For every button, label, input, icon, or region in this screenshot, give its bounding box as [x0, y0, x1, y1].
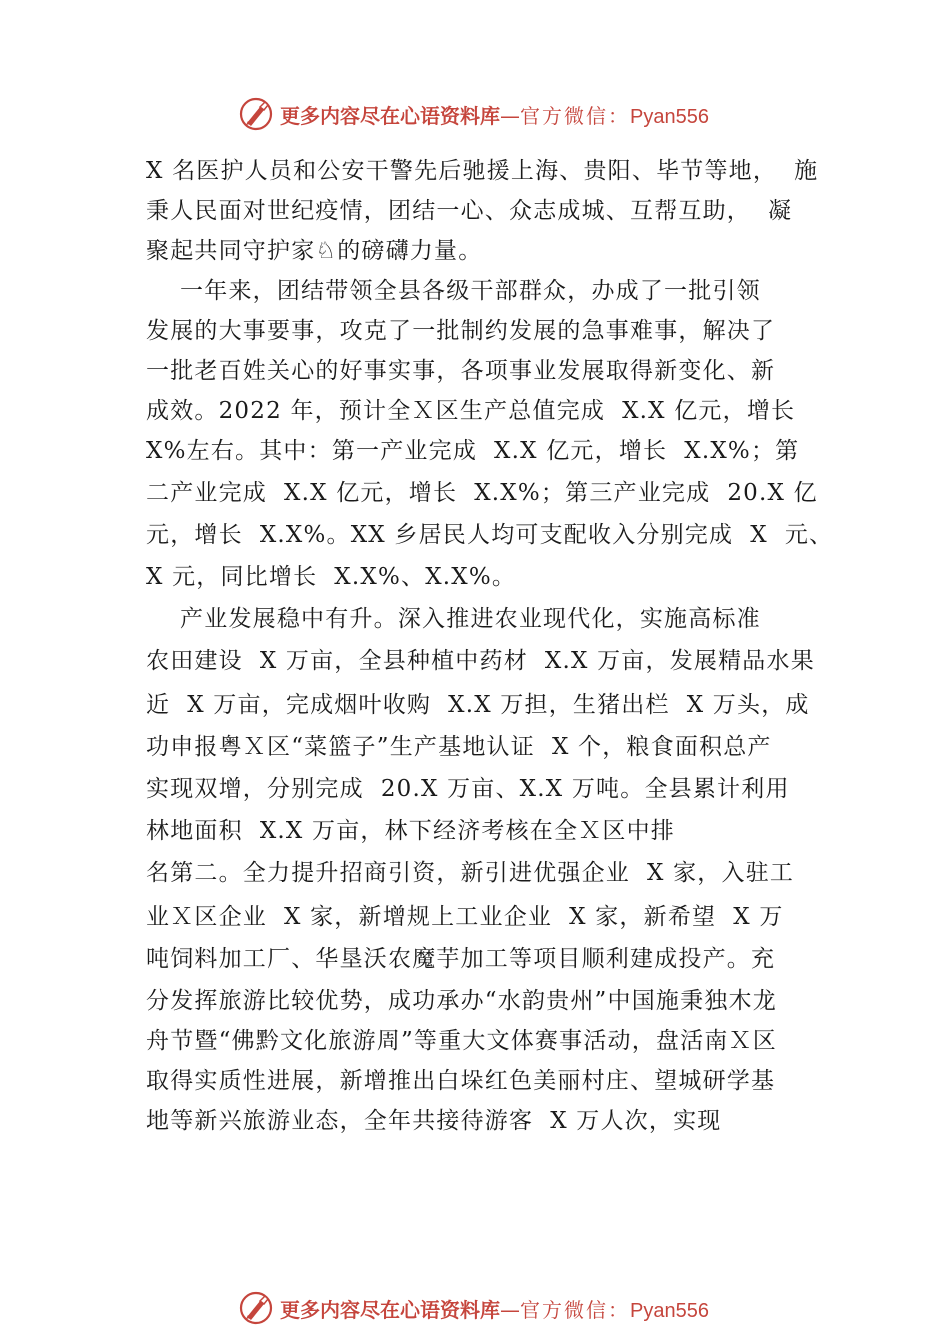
body-line: 一批老百姓关心的好事实事，各项事业发展取得新变化、新 — [146, 358, 776, 384]
body-line: 发展的大事要事，攻克了一批制约发展的急事难事，解决了 — [146, 318, 776, 344]
watermark-text: 更多内容尽在心语资料库—官方微信：Pyan556 — [280, 103, 709, 128]
body-line: 地等新兴旅游业态，全年共接待游客 X 万人次，实现 — [146, 1108, 722, 1134]
body-line: 林地面积 X.X 万亩，林下经济考核在全Ｘ区中排 — [146, 818, 675, 844]
body-line: 吨饲料加工厂、华垦沃农魔芋加工等项目顺利建成投产。充 — [146, 946, 776, 972]
body-line: 业Ｘ区企业 X 家，新增规上工业企业 X 家，新希望 X 万 — [146, 904, 784, 930]
body-line: 产业发展稳中有升。深入推进农业现代化，实施高标准 — [146, 606, 761, 632]
body-line: 实现双增，分别完成 20.X 万亩、X.X 万吨。全县累计利用 — [146, 776, 790, 802]
body-line: 近 X 万亩，完成烟叶收购 X.X 万担，生猪出栏 X 万头，成 — [146, 692, 810, 718]
body-line: 农田建设 X 万亩，全县种植中药材 X.X 万亩，发展精品水果 — [146, 648, 815, 674]
body-line: 二产业完成 X.X 亿元，增长 X.X%；第三产业完成 20.X 亿 — [146, 480, 818, 506]
header-watermark-banner — [238, 96, 758, 132]
body-line: 元，增长 X.X%。XX 乡居民人均可支配收入分别完成 X 元、 — [146, 522, 834, 548]
body-line: X 元，同比增长 X.X%、X.X%。 — [146, 564, 517, 590]
body-line: 一年来，团结带领全县各级干部群众，办成了一批引领 — [146, 278, 761, 304]
body-line: 名第二。全力提升招商引资，新引进优强企业 X 家，入驻工 — [146, 860, 795, 886]
pen-logo-icon — [238, 96, 274, 132]
body-line: 成效。2022 年，预计全Ｘ区生产总值完成 X.X 亿元，增长 — [146, 398, 796, 424]
pen-logo-icon — [238, 1290, 274, 1326]
body-line: X 名医护人员和公安干警先后驰援上海、贵阳、毕节等地， 施 — [146, 158, 819, 184]
watermark-text: 更多内容尽在心语资料库—官方微信：Pyan556 — [280, 1297, 709, 1322]
footer-watermark-banner — [238, 1290, 758, 1326]
body-line: 秉人民面对世纪疫情，团结一心、众志成城、互帮互助， 凝 — [146, 198, 793, 224]
body-line: 舟节暨“佛黔文化旅游周”等重大文体赛事活动，盘活南Ｘ区 — [146, 1028, 777, 1054]
body-line: 分发挥旅游比较优势，成功承办“水韵贵州”中国施秉独木龙 — [146, 988, 777, 1014]
body-line: 聚起共同守护家♘的磅礴力量。 — [146, 238, 483, 264]
body-line: 功申报粤Ｘ区“菜篮子”生产基地认证 X 个，粮食面积总产 — [146, 734, 772, 760]
body-line: 取得实质性进展，新增推出白垛红色美丽村庄、望城研学基 — [146, 1068, 776, 1094]
body-line: X%左右。其中：第一产业完成 X.X 亿元，增长 X.X%；第 — [146, 438, 800, 464]
